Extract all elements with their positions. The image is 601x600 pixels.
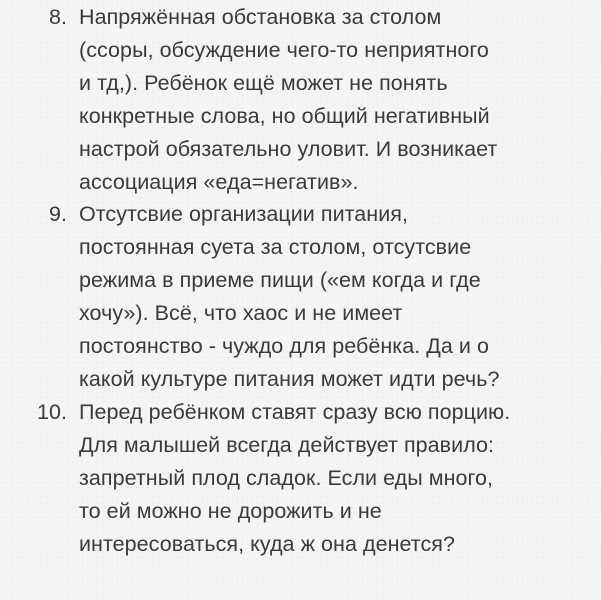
list-item — [0, 198, 601, 395]
numbered-list — [0, 1, 601, 560]
list-item — [0, 1, 601, 198]
text-line: интересоваться, куда ж она денется? — [79, 531, 455, 556]
text-line: какой культуре питания может идти речь? — [79, 366, 500, 391]
text-line: то ей можно не дорожить и не — [79, 498, 382, 523]
text-line: режима в приеме пищи («ем когда и где — [79, 268, 481, 293]
text-line: Отсутсвие организации питания, — [79, 202, 409, 227]
text-line: Для малышей всегда действует правило: — [79, 432, 495, 457]
text-line: постоянная суета за столом, отсутсвие — [79, 235, 472, 260]
text-line: постоянство - чуждо для ребёнка. Да и о — [79, 334, 490, 359]
list-item-number: 10. — [36, 399, 67, 424]
list-item — [0, 396, 601, 561]
text-line: Напряжённая обстановка за столом — [79, 5, 442, 29]
text-line: ассоциация «еда=негатив». — [79, 169, 359, 194]
list-item-number: 9. — [48, 202, 67, 227]
list-item-number: 8. — [48, 5, 67, 29]
text-line: запретный плод сладок. Если еды много, — [79, 465, 494, 490]
text-line: (ссоры, обсуждение чего-то неприятного — [79, 37, 489, 62]
text-line: конкретные слова, но общий негативный — [79, 103, 490, 128]
text-line: Перед ребёнком ставят сразу всю порцию. — [79, 399, 511, 424]
text-line: настрой обязательно уловит. И возникает — [79, 136, 498, 161]
text-line: хочу»). Всё, что хаос и не имеет — [79, 301, 403, 326]
text-line: и тд,). Ребёнок ещё может не понять — [79, 70, 448, 95]
